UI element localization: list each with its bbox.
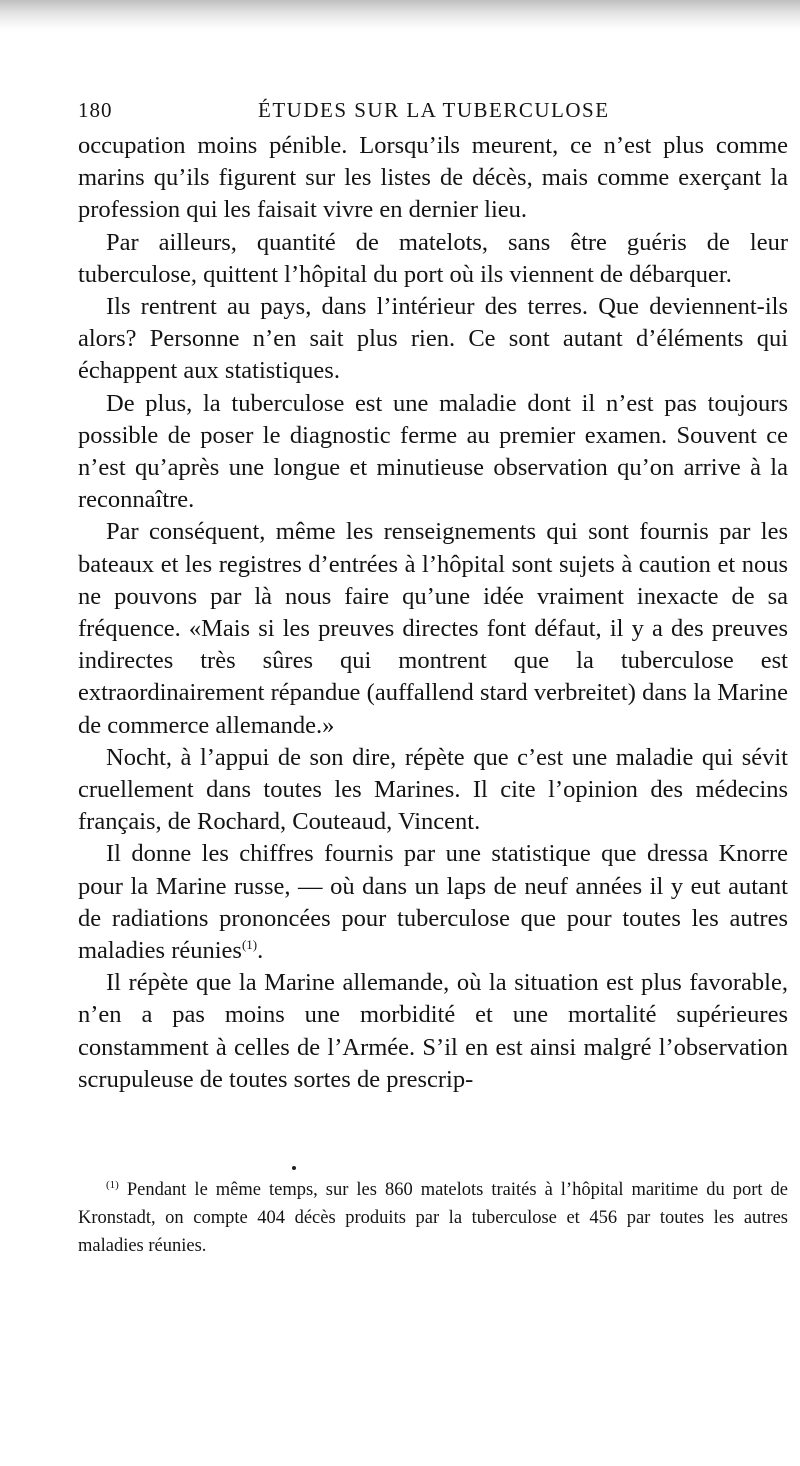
paragraph: Il répète que la Marine allemande, où la situation est plus favorable, n’en a pas moins une morbidité et une mortalité supérieures constamment à celles de l’Armée. S’il en est ainsi malgré l’observation scrupuleuse de toutes sortes de prescrip- — [78, 969, 788, 1093]
paragraph-end: . — [257, 937, 264, 965]
footnote — [78, 1176, 788, 1260]
footnote-reference: (1) — [241, 936, 258, 952]
paragraph: De plus, la tuberculose est une maladie dont il n’est pas toujours possible de poser le diagnostic ferme au premier examen. Souvent ce n’est qu’après une longue et minutieuse observation qu’on arrive à la reconnaître. — [78, 389, 788, 514]
book-page — [78, 92, 788, 1260]
scan-edge-shadow — [0, 0, 800, 30]
footnote-marker: (1) — [106, 1178, 119, 1191]
running-head — [78, 92, 788, 126]
paragraph: Nocht, à l’appui de son dire, répète que c’est une maladie qui sévit cruellement dans toutes les Marines. Il cite l’opinion des médecins français, de Rochard, Couteaud, Vincent. — [78, 743, 788, 836]
footnote-dot — [292, 1166, 296, 1170]
paragraph: Ils rentrent au pays, dans l’intérieur des terres. Que deviennent-ils alors? Personne n’en sait plus rien. Ce sont autant d’éléments qui échappent aux statistiques. — [78, 293, 788, 385]
footnote-text: Pendant le même temps, sur les 860 matelots traités à l’hôpital maritime du port de Kronstadt, on compte 404 décès produits par la tuberculose et 456 par toutes les autres maladies réunies. — [78, 1180, 788, 1257]
body-text — [78, 130, 788, 1096]
paragraph: Par ailleurs, quantité de matelots, sans être guéris de leur tuberculose, quittent l’hôpital du port où ils viennent de débarquer. — [78, 228, 788, 288]
paragraph-continuation: occupation moins pénible. Lorsqu’ils meurent, ce n’est plus comme marins qu’ils figurent sur les listes de décès, mais comme exerçant la profession qui les faisait vivre en dernier lieu. — [78, 132, 788, 224]
page-number: 180 — [78, 98, 113, 122]
paragraph-with-note — [78, 838, 788, 967]
paragraph-text: Il donne les chiffres fournis par une statistique que dressa Knorre pour la Marine russe, — où dans un laps de neuf années il y eut autant de radiations prononcées pour tuberculose que pour toutes les autres maladies réunies — [78, 840, 788, 965]
running-title: ÉTUDES SUR LA TUBERCULOSE — [258, 98, 610, 122]
paragraph: Par conséquent, même les renseignements qui sont fournis par les bateaux et les registres d’entrées à l’hôpital sont sujets à caution et nous ne pouvons par là nous faire qu’une idée vraiment inexacte de sa fréquence. «Mais si les preuves directes font défaut, il y a des preuves indirectes très sûres qui montrent que la tuberculose est extraordinairement répandue (auffallend stard verbreitet) dans la Marine de commerce allemande.» — [78, 518, 788, 739]
